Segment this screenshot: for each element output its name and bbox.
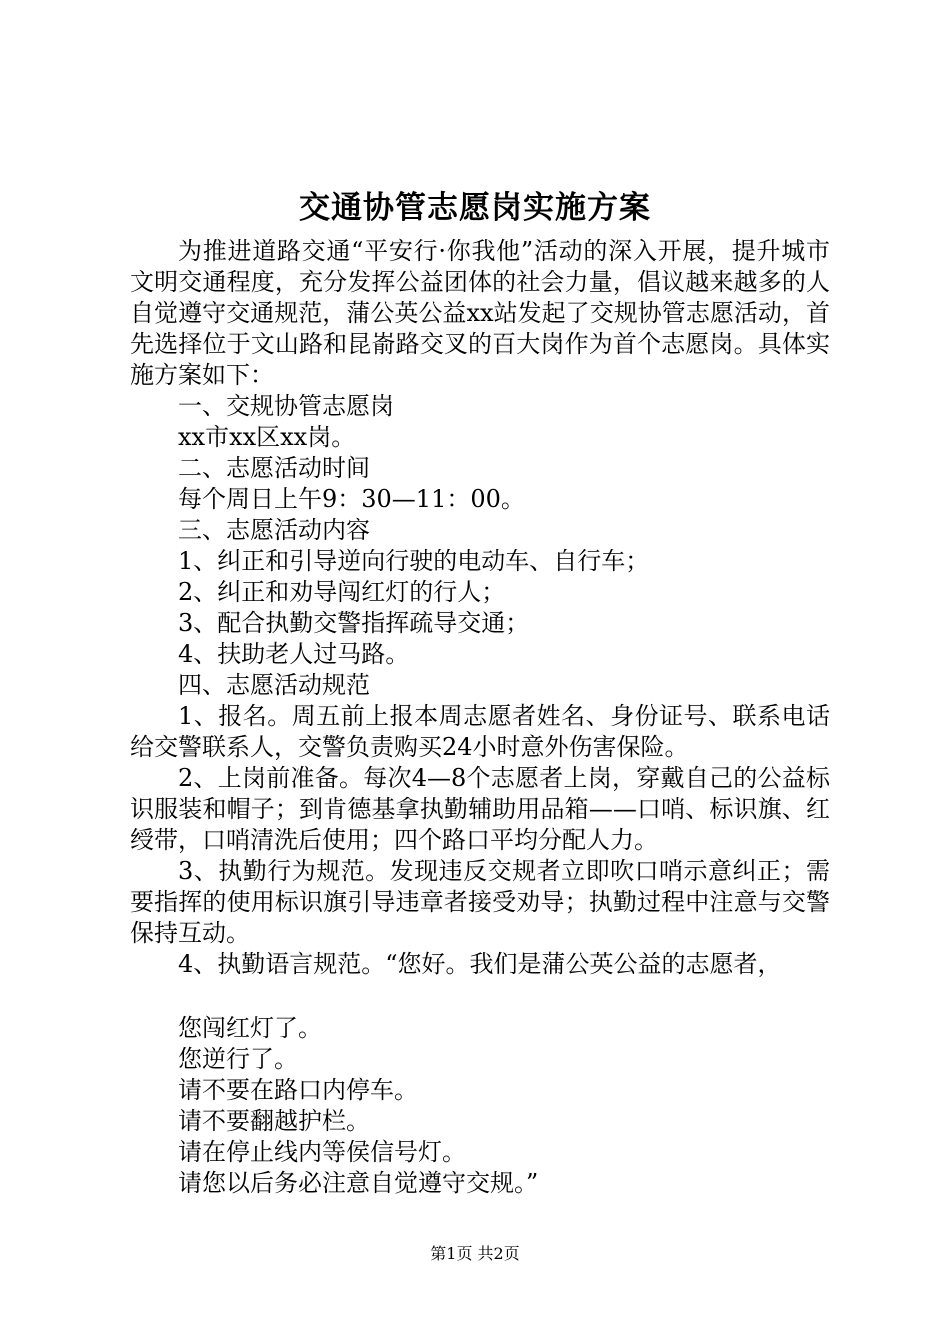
phrase-line: 请不要翻越护栏。 <box>178 1107 370 1135</box>
phrase-line: 请不要在路口内停车。 <box>178 1076 418 1104</box>
phrase-line: 您逆行了。 <box>178 1045 298 1073</box>
post-location: xx市xx区xx岗。 <box>178 423 356 451</box>
section-heading-4: 四、志愿活动规范 <box>178 671 370 699</box>
phrase-line: 请在停止线内等侯信号灯。 <box>178 1138 466 1166</box>
content-item-2: 2、纠正和劝导闯红灯的行人； <box>178 578 506 606</box>
rule-item-4: 4、执勤语言规范。“您好。我们是蒲公英公益的志愿者， <box>178 950 782 978</box>
content-item-1: 1、纠正和引导逆向行驶的电动车、自行车； <box>178 547 650 575</box>
content-item-3: 3、配合执勤交警指挥疏导交通； <box>178 609 530 637</box>
phrase-line: 您闯红灯了。 <box>178 1014 322 1042</box>
intro-paragraph: 为推进道路交通“平安行·你我他”活动的深入开展，提升城市文明交通程度，充分发挥公益团体的社会力量，倡议越来越多的人自觉遵守交通规范，蒲公英公益xx站发起了交规协管志愿活动，首先选择位于文山路和昆嵛路交叉的百大岗作为首个志愿岗。具体实施方案如下： <box>130 237 830 389</box>
phrase-line: 请您以后务必注意自觉遵守交规。” <box>178 1169 539 1197</box>
rule-item-3: 3、执勤行为规范。发现违反交规者立即吹口哨示意纠正；需要指挥的使用标识旗引导违章者接受劝导；执勤过程中注意与交警保持互动。 <box>130 857 830 947</box>
section-heading-1: 一、交规协管志愿岗 <box>178 392 394 420</box>
rule-item-2: 2、上岗前准备。每次4—8个志愿者上岗，穿戴自己的公益标识服装和帽子；到肯德基拿执勤辅助用品箱——口哨、标识旗、红绶带，口哨清洗后使用；四个路口平均分配人力。 <box>130 764 830 854</box>
document-body <box>130 236 830 1199</box>
content-item-4: 4、扶助老人过马路。 <box>178 640 410 668</box>
rule-item-1: 1、报名。周五前上报本周志愿者姓名、身份证号、联系电话给交警联系人，交警负责购买24小时意外伤害保险。 <box>130 702 830 761</box>
document-title: 交通协管志愿岗实施方案 <box>299 190 651 226</box>
section-heading-2: 二、志愿活动时间 <box>178 454 370 482</box>
section-heading-3: 三、志愿活动内容 <box>178 516 370 544</box>
activity-time: 每个周日上午9：30—11：00。 <box>178 485 525 513</box>
page-footer: 第1页 共2页 <box>430 1244 520 1263</box>
paragraph-gap <box>130 980 830 1013</box>
